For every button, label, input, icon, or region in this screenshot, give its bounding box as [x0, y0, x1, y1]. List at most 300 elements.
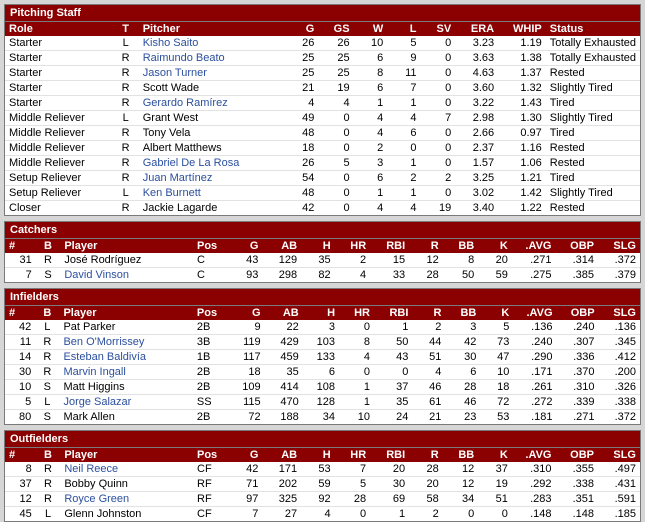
pitcher-era: 2.37	[455, 141, 498, 156]
player-avg: .181	[531, 411, 553, 423]
player-avg: .283	[512, 492, 556, 507]
column-header-hr[interactable]: HR	[335, 448, 370, 462]
player-h: 128	[303, 395, 339, 410]
player-rbi: 37	[374, 380, 412, 395]
column-header-slg[interactable]: SLG	[598, 448, 640, 462]
table-row	[5, 253, 640, 268]
player-ab: 429	[265, 335, 303, 350]
pitcher-sv: 19	[438, 202, 452, 214]
table-row	[5, 410, 640, 425]
pitcher-l: 1	[387, 186, 420, 201]
column-header-bb[interactable]: BB	[443, 239, 478, 253]
player-bb: 42	[445, 335, 480, 350]
pitcher-w: 4	[377, 202, 384, 214]
player-h: 103	[303, 335, 339, 350]
player-rbi: 20	[370, 462, 409, 477]
pitcher-era: 3.63	[455, 51, 498, 66]
pitcher-l: 6	[387, 126, 420, 141]
column-header-g[interactable]: G	[231, 448, 263, 462]
player-r: 46	[412, 380, 445, 395]
column-header-avg[interactable]: .AVG	[512, 448, 556, 462]
player-ab: 414	[265, 380, 303, 395]
pitcher-sv: 7	[421, 111, 456, 126]
pitcher-whip: 1.16	[498, 141, 546, 156]
player-h: 108	[303, 380, 339, 395]
column-header-rbi[interactable]: RBI	[374, 306, 412, 320]
player-hr: 7	[335, 462, 370, 477]
pitcher-role: Middle Reliever	[5, 126, 113, 141]
player-ab: 22	[265, 320, 303, 335]
pitcher-g: 18	[285, 141, 319, 156]
player-avg: .240	[513, 335, 556, 350]
column-header-rbi[interactable]: RBI	[370, 448, 409, 462]
column-header-ab[interactable]: AB	[262, 239, 301, 253]
outfielders-title: Outfielders	[5, 431, 640, 448]
player-number: 8	[5, 462, 36, 477]
player-name-link[interactable]: Jorge Salazar	[59, 395, 192, 410]
pitcher-name-link[interactable]: Albert Matthews	[139, 141, 285, 156]
player-position: RF	[193, 492, 231, 507]
pitcher-name-link[interactable]: Grant West	[139, 111, 285, 126]
player-hr: 0	[360, 508, 367, 520]
column-header-bats[interactable]: B	[36, 448, 61, 462]
pitcher-era: 1.57	[455, 156, 498, 171]
player-g: 109	[230, 380, 264, 395]
pitcher-name-link[interactable]: Jason Turner	[139, 66, 285, 81]
pitcher-role: Setup Reliever	[5, 171, 113, 186]
player-bats: R	[36, 462, 61, 477]
player-name-link[interactable]: Esteban Baldivía	[59, 350, 192, 365]
player-position: CF	[197, 508, 212, 520]
pitcher-name-link[interactable]: Scott Wade	[139, 81, 285, 96]
pitcher-whip: 1.42	[498, 186, 546, 201]
infielders-panel	[4, 288, 641, 425]
player-position: 2B	[193, 365, 230, 380]
column-header-number[interactable]: #	[5, 306, 35, 320]
pitcher-status: Totally Exhausted	[546, 51, 640, 66]
table-row	[5, 66, 640, 81]
player-k: 5	[480, 320, 513, 335]
pitcher-sv: 0	[421, 126, 456, 141]
pitcher-whip: 1.38	[498, 51, 546, 66]
player-k: 0	[501, 508, 508, 520]
column-header-obp[interactable]: OBP	[557, 306, 599, 320]
player-position: C	[197, 269, 205, 281]
player-g: 117	[230, 350, 264, 365]
player-name-link[interactable]: Marvin Ingall	[59, 365, 192, 380]
pitcher-throws: R	[113, 81, 139, 96]
player-name-link[interactable]: José Rodríguez	[60, 253, 193, 268]
player-r: 2	[432, 508, 439, 520]
pitcher-g: 25	[285, 66, 319, 81]
column-header-pos[interactable]: Pos	[193, 448, 231, 462]
player-ab: 202	[262, 477, 301, 492]
pitcher-gs: 0	[318, 171, 353, 186]
pitcher-era: 3.60	[455, 81, 498, 96]
player-rbi: 24	[396, 411, 409, 423]
player-bats: R	[35, 335, 59, 350]
player-r: 44	[412, 335, 445, 350]
player-h: 53	[301, 462, 335, 477]
column-header-avg[interactable]: .AVG	[512, 239, 556, 253]
pitcher-gs: 0	[343, 202, 350, 214]
player-number: 11	[5, 335, 35, 350]
table-row	[5, 171, 640, 186]
player-h: 35	[301, 253, 335, 268]
player-g: 43	[231, 253, 263, 268]
player-obp: .148	[572, 508, 594, 520]
player-bb: 12	[443, 477, 478, 492]
pitcher-throws: L	[113, 111, 139, 126]
infielders-title: Infielders	[5, 289, 640, 306]
column-header-role[interactable]: Role	[5, 22, 113, 36]
player-slg: .372	[614, 411, 636, 423]
column-header-player[interactable]: Player	[59, 306, 192, 320]
column-header-r[interactable]: R	[412, 306, 445, 320]
pitcher-whip: 1.19	[498, 36, 546, 51]
pitcher-name-link[interactable]: Gerardo Ramírez	[139, 96, 285, 111]
column-header-h[interactable]: H	[303, 306, 339, 320]
table-row	[5, 126, 640, 141]
player-number: 42	[5, 320, 35, 335]
player-g: 119	[230, 335, 264, 350]
pitcher-whip: 1.30	[498, 111, 546, 126]
player-k: 20	[478, 253, 512, 268]
pitching-staff-panel	[4, 4, 641, 216]
column-header-obp[interactable]: OBP	[555, 448, 598, 462]
table-row	[5, 380, 640, 395]
pitcher-g: 21	[285, 81, 319, 96]
column-header-hr[interactable]: HR	[339, 306, 374, 320]
table-row	[5, 111, 640, 126]
pitcher-name-link[interactable]: Tony Vela	[139, 126, 285, 141]
column-header-player[interactable]: Player	[60, 239, 193, 253]
pitcher-throws: R	[113, 96, 139, 111]
player-bb: 50	[461, 269, 475, 281]
pitcher-throws: R	[113, 156, 139, 171]
player-name-link[interactable]: Pat Parker	[59, 320, 192, 335]
pitcher-status: Totally Exhausted	[546, 36, 640, 51]
pitcher-whip: 0.97	[498, 126, 546, 141]
player-position: CF	[193, 462, 231, 477]
player-position: 3B	[193, 335, 230, 350]
pitcher-status: Tired	[546, 96, 640, 111]
player-r: 4	[412, 365, 445, 380]
column-header-h[interactable]: H	[301, 448, 335, 462]
pitcher-g: 48	[285, 126, 319, 141]
table-row	[5, 96, 640, 111]
player-h: 133	[303, 350, 339, 365]
pitcher-gs: 19	[318, 81, 353, 96]
player-name-link[interactable]: David Vinson	[64, 269, 129, 281]
pitcher-l: 1	[387, 96, 420, 111]
player-name-link[interactable]: Matt Higgins	[59, 380, 192, 395]
column-header-bb[interactable]: BB	[445, 306, 480, 320]
pitcher-w: 10	[354, 36, 388, 51]
player-avg: .148	[530, 508, 552, 520]
player-hr: 4	[339, 350, 374, 365]
player-ab: 459	[265, 350, 303, 365]
player-h: 3	[303, 320, 339, 335]
player-slg: .591	[598, 492, 640, 507]
player-position: RF	[193, 477, 231, 492]
player-hr: 2	[335, 253, 370, 268]
table-row	[5, 268, 640, 283]
player-name-link[interactable]: Royce Green	[60, 492, 193, 507]
pitcher-era: 3.02	[455, 186, 498, 201]
pitcher-era: 3.22	[455, 96, 498, 111]
pitcher-gs: 0	[318, 186, 353, 201]
player-rbi: 33	[392, 269, 406, 281]
pitcher-status: Rested	[546, 141, 640, 156]
column-header-avg[interactable]: .AVG	[513, 306, 556, 320]
pitcher-era: 3.40	[472, 202, 495, 214]
player-obp: .339	[557, 395, 599, 410]
player-bb: 0	[468, 508, 475, 520]
player-bb: 3	[445, 320, 480, 335]
column-header-k[interactable]: K	[478, 239, 512, 253]
pitcher-sv: 0	[421, 66, 456, 81]
column-header-bats[interactable]: B	[36, 239, 61, 253]
pitcher-w: 6	[354, 81, 388, 96]
table-row	[5, 186, 640, 201]
player-g: 115	[230, 395, 264, 410]
player-h: 4	[324, 508, 331, 520]
pitcher-w: 1	[354, 96, 388, 111]
pitcher-gs: 26	[318, 36, 353, 51]
player-number: 31	[5, 253, 36, 268]
pitcher-g: 4	[285, 96, 319, 111]
table-row	[5, 492, 640, 507]
player-name-link[interactable]: Neil Reece	[60, 462, 193, 477]
player-slg: .431	[598, 477, 640, 492]
pitcher-status: Slightly Tired	[546, 81, 640, 96]
pitcher-sv: 0	[421, 96, 456, 111]
column-header-sv[interactable]: SV	[421, 22, 456, 36]
player-g: 7	[252, 508, 259, 520]
column-header-ab[interactable]: AB	[262, 448, 301, 462]
player-bats: R	[35, 350, 59, 365]
player-obp: .314	[555, 253, 598, 268]
pitcher-g: 25	[285, 51, 319, 66]
column-header-rbi[interactable]: RBI	[370, 239, 409, 253]
player-name-link[interactable]: Glenn Johnston	[64, 508, 142, 520]
pitcher-role: Starter	[5, 51, 113, 66]
pitcher-whip: 1.06	[498, 156, 546, 171]
player-position: SS	[193, 395, 230, 410]
pitcher-gs: 4	[318, 96, 353, 111]
table-header-row	[5, 448, 640, 462]
pitcher-status: Slightly Tired	[546, 186, 640, 201]
pitcher-whip: 1.32	[498, 81, 546, 96]
pitcher-name-link[interactable]: Kisho Saito	[139, 36, 285, 51]
column-header-player[interactable]: Player	[60, 448, 193, 462]
pitcher-role: Starter	[5, 36, 113, 51]
column-header-hr[interactable]: HR	[335, 239, 370, 253]
column-header-l[interactable]: L	[387, 22, 420, 36]
player-rbi: 50	[374, 335, 412, 350]
table-row	[5, 201, 640, 216]
column-header-w[interactable]: W	[354, 22, 388, 36]
player-avg: .136	[513, 320, 556, 335]
player-g: 9	[230, 320, 264, 335]
player-g: 18	[230, 365, 264, 380]
player-rbi: 1	[399, 508, 406, 520]
pitcher-sv: 0	[421, 36, 456, 51]
player-h: 59	[301, 477, 335, 492]
pitcher-whip: 1.43	[498, 96, 546, 111]
player-number: 80	[18, 411, 32, 423]
player-position: 2B	[193, 380, 230, 395]
column-header-gs[interactable]: GS	[318, 22, 353, 36]
column-header-g[interactable]: G	[231, 239, 263, 253]
player-h: 6	[303, 365, 339, 380]
player-rbi: 35	[374, 395, 412, 410]
pitcher-status: Rested	[546, 66, 640, 81]
table-row	[5, 141, 640, 156]
column-header-k[interactable]: K	[478, 448, 512, 462]
table-row	[5, 36, 640, 51]
column-header-status[interactable]: Status	[546, 22, 640, 36]
table-header-row	[5, 306, 640, 320]
player-hr: 4	[360, 269, 367, 281]
player-r: 61	[412, 395, 445, 410]
catchers-table	[5, 239, 640, 282]
player-rbi: 30	[370, 477, 409, 492]
player-g: 71	[231, 477, 263, 492]
player-bb: 28	[445, 380, 480, 395]
player-k: 18	[480, 380, 513, 395]
pitcher-whip: 1.21	[498, 171, 546, 186]
player-k: 59	[495, 269, 508, 281]
pitcher-throws: R	[113, 66, 139, 81]
pitcher-name-link[interactable]: Ken Burnett	[139, 186, 285, 201]
player-avg: .272	[513, 395, 556, 410]
player-name-link[interactable]: Mark Allen	[63, 411, 115, 423]
player-avg: .310	[512, 462, 556, 477]
column-header-pitcher[interactable]: Pitcher	[139, 22, 285, 36]
player-r: 28	[426, 269, 439, 281]
pitcher-sv: 0	[421, 156, 456, 171]
column-header-throws[interactable]: T	[113, 22, 139, 36]
pitcher-status: Tired	[546, 126, 640, 141]
player-bats: L	[35, 395, 59, 410]
column-header-g[interactable]: G	[230, 306, 264, 320]
pitcher-w: 3	[354, 156, 388, 171]
column-header-pos[interactable]: Pos	[193, 306, 230, 320]
player-name-link[interactable]: Ben O'Morrissey	[59, 335, 192, 350]
table-row	[5, 51, 640, 66]
pitcher-throws: L	[113, 36, 139, 51]
player-number: 37	[5, 477, 36, 492]
outfielders-panel	[4, 430, 641, 522]
table-row	[5, 395, 640, 410]
player-number: 12	[5, 492, 36, 507]
pitcher-sv: 0	[421, 186, 456, 201]
column-header-slg[interactable]: SLG	[598, 239, 640, 253]
pitcher-name-link[interactable]: Juan Martínez	[139, 171, 285, 186]
column-header-ab[interactable]: AB	[265, 306, 303, 320]
player-bats: R	[36, 253, 61, 268]
player-k: 73	[480, 335, 513, 350]
pitcher-w: 6	[354, 51, 388, 66]
player-slg: .497	[598, 462, 640, 477]
pitcher-era: 2.98	[455, 111, 498, 126]
column-header-number[interactable]: #	[5, 239, 36, 253]
player-k: 10	[480, 365, 513, 380]
catchers-body	[5, 253, 640, 282]
player-hr: 10	[357, 411, 370, 423]
player-k: 47	[480, 350, 513, 365]
player-bb: 46	[445, 395, 480, 410]
player-bats: S	[43, 411, 51, 423]
pitcher-sv: 2	[421, 171, 456, 186]
column-header-h[interactable]: H	[301, 239, 335, 253]
column-header-k[interactable]: K	[480, 306, 513, 320]
pitcher-l: 9	[387, 51, 420, 66]
player-h: 82	[318, 269, 331, 281]
player-bats: L	[44, 508, 52, 520]
pitcher-role: Setup Reliever	[5, 186, 113, 201]
column-header-g[interactable]: G	[285, 22, 319, 36]
player-ab: 27	[284, 508, 298, 520]
column-header-whip[interactable]: WHIP	[498, 22, 546, 36]
player-obp: .271	[573, 411, 595, 423]
player-ab: 171	[262, 462, 301, 477]
pitcher-role: Closer	[9, 202, 41, 214]
pitcher-l: 4	[410, 202, 417, 214]
pitcher-g: 48	[285, 186, 319, 201]
pitcher-status: Slightly Tired	[546, 111, 640, 126]
outfielders-table	[5, 448, 640, 521]
pitcher-role: Starter	[5, 66, 113, 81]
pitcher-g: 49	[285, 111, 319, 126]
player-bats: S	[35, 380, 59, 395]
column-header-bb[interactable]: BB	[443, 448, 478, 462]
column-header-number[interactable]: #	[5, 448, 36, 462]
player-name-link[interactable]: Bobby Quinn	[60, 477, 193, 492]
column-header-bats[interactable]: B	[35, 306, 59, 320]
pitcher-sv: 0	[421, 81, 456, 96]
player-bb: 34	[443, 492, 478, 507]
player-g: 42	[231, 462, 263, 477]
pitcher-name-link[interactable]: Gabriel De La Rosa	[139, 156, 285, 171]
player-k: 53	[497, 411, 510, 423]
column-header-pos[interactable]: Pos	[193, 239, 231, 253]
column-header-obp[interactable]: OBP	[555, 239, 598, 253]
table-row	[5, 365, 640, 380]
pitcher-gs: 25	[318, 51, 353, 66]
column-header-era[interactable]: ERA	[455, 22, 498, 36]
column-header-r[interactable]: R	[409, 239, 443, 253]
pitcher-name-link[interactable]: Raimundo Beato	[139, 51, 285, 66]
outfielders-body	[5, 462, 640, 521]
player-bats: R	[36, 477, 61, 492]
pitcher-throws: R	[113, 126, 139, 141]
pitching-staff-body	[5, 36, 640, 215]
column-header-r[interactable]: R	[409, 448, 443, 462]
column-header-slg[interactable]: SLG	[599, 306, 640, 320]
pitcher-w: 6	[354, 171, 388, 186]
pitcher-name-link[interactable]: Jackie Lagarde	[142, 202, 218, 214]
player-number: 7	[25, 269, 32, 281]
player-obp: .385	[572, 269, 594, 281]
table-row	[5, 335, 640, 350]
player-h: 92	[301, 492, 335, 507]
player-g: 93	[246, 269, 259, 281]
pitcher-gs: 25	[318, 66, 353, 81]
player-avg: .261	[513, 380, 556, 395]
